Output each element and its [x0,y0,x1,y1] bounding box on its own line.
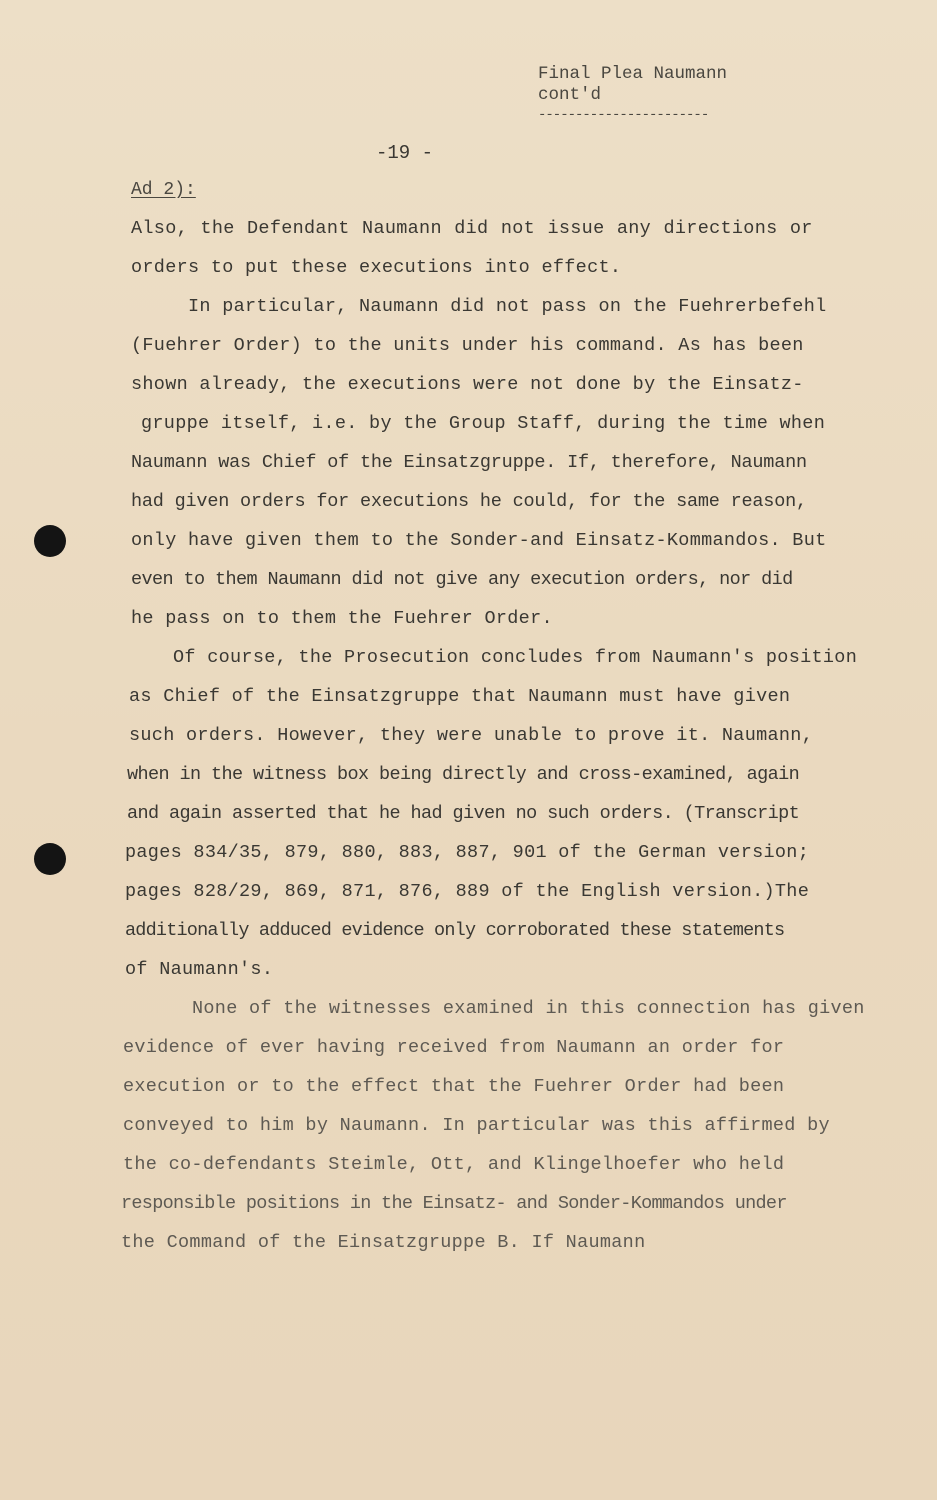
body-line: conveyed to him by Naumann. In particular was this affirmed by [123,1115,830,1136]
section-heading: Ad 2): [131,180,196,200]
punch-hole [34,525,66,557]
body-line: such orders. However, they were unable to prove it. Naumann, [129,725,814,746]
page-number: -19 - [376,142,434,164]
body-line: and again asserted that he had given no such orders. (Transcript [127,803,800,824]
body-line: In particular, Naumann did not pass on the Fuehrerbefehl [188,296,827,317]
page-header [538,64,727,122]
body-line: Naumann was Chief of the Einsatzgruppe. If, therefore, Naumann [131,452,807,473]
body-line: even to them Naumann did not give any execution orders, nor did [131,569,793,590]
punch-hole [34,843,66,875]
header-rule: ----------------------- [538,107,709,123]
body-line: pages 828/29, 869, 871, 876, 889 of the English version.)The [125,881,810,902]
header-title: Final Plea Naumann [538,64,728,84]
body-line: (Fuehrer Order) to the units under his command. As has been [131,335,804,356]
body-line: Of course, the Prosecution concludes from Naumann's position [173,647,858,668]
body-line: he pass on to them the Fuehrer Order. [131,608,553,629]
body-line: evidence of ever having received from Naumann an order for [123,1037,785,1058]
body-line: orders to put these executions into effect. [131,257,622,278]
body-line: when in the witness box being directly and cross-examined, again [127,764,800,785]
header-continued: cont'd [538,85,602,105]
body-line: the Command of the Einsatzgruppe B. If Naumann [121,1232,646,1253]
body-line: as Chief of the Einsatzgruppe that Naumann must have given [129,686,791,707]
body-line: pages 834/35, 879, 880, 883, 887, 901 of the German version; [125,842,810,863]
body-line: execution or to the effect that the Fuehrer Order had been [123,1076,785,1097]
body-line: only have given them to the Sonder-and Einsatz-Kommandos. But [131,530,827,551]
body-line: gruppe itself, i.e. by the Group Staff, during the time when [141,413,826,434]
body-line: the co-defendants Steimle, Ott, and Klingelhoefer who held [123,1154,785,1175]
body-line: Also, the Defendant Naumann did not issue any directions or [131,218,813,239]
body-line: responsible positions in the Einsatz- and Sonder-Kommandos under [121,1193,787,1214]
body-line: shown already, the executions were not done by the Einsatz- [131,374,804,395]
body-line: of Naumann's. [125,959,274,980]
body-line: None of the witnesses examined in this connection has given [192,998,865,1019]
body-line: additionally adduced evidence only corroborated these statements [125,920,785,941]
body-line: had given orders for executions he could, for the same reason, [131,491,807,512]
